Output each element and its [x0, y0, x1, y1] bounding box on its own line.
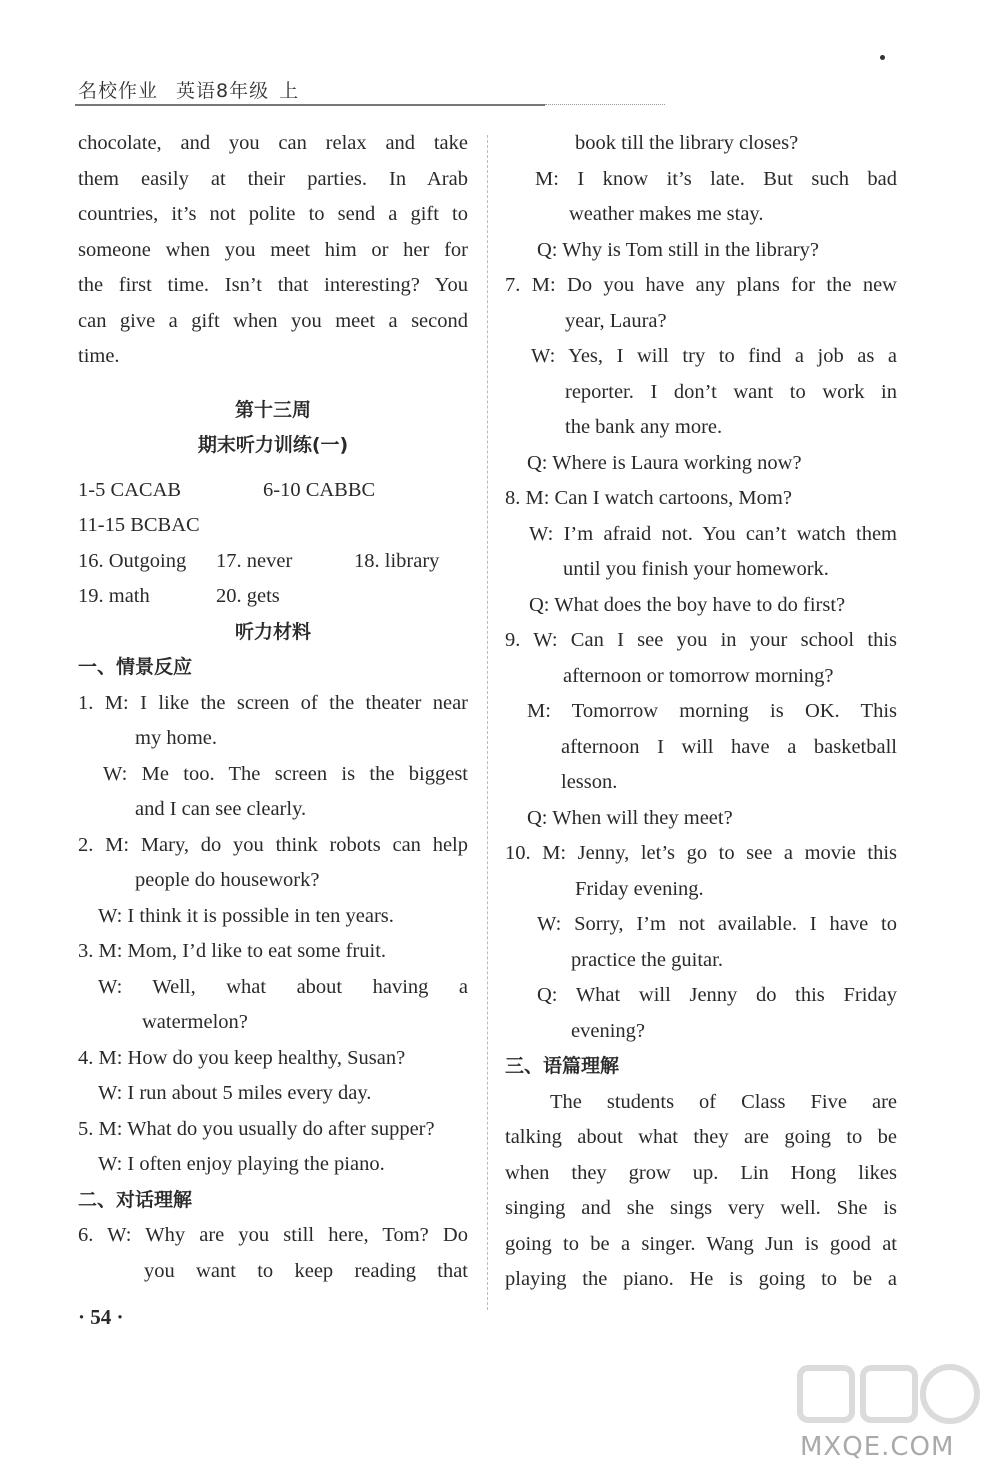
answer-group: 1-5 CACAB: [78, 478, 182, 501]
dialogue-line: the bank any more.: [565, 416, 723, 438]
dialogue-line: weather makes me stay.: [569, 203, 764, 225]
dialogue-line: Q: When will they meet?: [527, 806, 733, 829]
dialogue-line: 8. M: Can I watch cartoons, Mom?: [505, 487, 792, 509]
dialogue-line: and I can see clearly.: [135, 798, 307, 820]
right-column: [505, 126, 897, 1298]
dialogue-line: lesson.: [561, 771, 618, 793]
dialogue-line: practice the guitar.: [571, 948, 723, 971]
dialogue-line: W: Me too. The screen is the biggest: [103, 762, 468, 785]
dialogue-line: M: I know it’s late. But such bad: [535, 167, 897, 190]
passage-line: talking about what they are going to be: [505, 1126, 897, 1148]
dialogue-line: W: I think it is possible in ten years.: [98, 904, 394, 927]
week-title: 第十三周: [234, 398, 311, 421]
passage-line: someone when you meet him or her for: [78, 238, 468, 261]
dialogue-line: 7. M: Do you have any plans for the new: [505, 274, 897, 296]
section-title: 三、语篇理解: [505, 1055, 620, 1077]
dialogue-line: W: Yes, I will try to find a job as a: [531, 345, 897, 367]
answer-group: 11-15 BCBAC: [78, 514, 200, 536]
dialogue-line: afternoon or tomorrow morning?: [563, 664, 834, 687]
header-rule: [75, 104, 545, 106]
answer-row: [78, 508, 468, 544]
dialogue-line: W: I run about 5 miles every day.: [98, 1082, 372, 1104]
dialogue-line: people do housework?: [135, 869, 320, 891]
dialogue-line: W: I often enjoy playing the piano.: [98, 1153, 385, 1175]
passage-line: time.: [78, 345, 120, 367]
passage-line: them easily at their parties. In Arab: [78, 167, 468, 190]
passage-line: can give a gift when you meet a second: [78, 309, 468, 332]
answer-item: 20. gets: [216, 585, 280, 607]
left-column: [78, 126, 468, 1289]
dialogue-line: 2. M: Mary, do you think robots can help: [78, 833, 468, 856]
dialogue-line: W: Well, what about having a: [98, 975, 468, 998]
passage-line: singing and she sings very well. She is: [505, 1197, 897, 1219]
dialogue-line: 10. M: Jenny, let’s go to see a movie this: [505, 842, 897, 864]
dialogue-line: book till the library closes?: [575, 132, 799, 154]
dialogue-line: watermelon?: [142, 1011, 248, 1033]
dialogue-line: 4. M: How do you keep healthy, Susan?: [78, 1046, 406, 1069]
answer-item: 19. math: [78, 585, 150, 607]
answer-item: 18. library: [354, 549, 440, 572]
dialogue-line: until you finish your homework.: [563, 558, 829, 580]
dialogue-line: you want to keep reading that: [144, 1259, 468, 1282]
passage-line: countries, it’s not polite to send a gift to: [78, 203, 468, 225]
dialogue-line: Friday evening.: [575, 877, 704, 900]
dialogue-line: Q: Why is Tom still in the library?: [537, 238, 819, 261]
running-header: [78, 76, 299, 103]
dialogue-line: 9. W: Can I see you in your school this: [505, 629, 897, 651]
subject-label: 英语8年级: [176, 80, 270, 102]
answer-item: 16. Outgoing: [78, 549, 187, 572]
dialogue-line: afternoon I will have a basketball: [561, 735, 897, 758]
dialogue-line: Q: What does the boy have to do first?: [529, 593, 846, 616]
column-divider: [487, 135, 488, 1310]
answer-row: [78, 579, 468, 615]
volume-label: 上: [279, 80, 300, 102]
dialogue-line: M: Tomorrow morning is OK. This: [527, 700, 897, 722]
test-title: 期末听力训练(一): [197, 434, 349, 456]
section-title: 二、对话理解: [78, 1188, 193, 1211]
passage-line: the first time. Isn’t that interesting? You: [78, 274, 468, 296]
dialogue-line: 5. M: What do you usually do after supper?: [78, 1117, 435, 1140]
dialogue-line: my home.: [135, 727, 217, 749]
answer-row: [78, 473, 468, 509]
header-rule-dotted: [545, 104, 665, 105]
dialogue-line: 6. W: Why are you still here, Tom? Do: [78, 1224, 468, 1246]
dialogue-line: Q: What will Jenny do this Friday: [537, 984, 897, 1006]
book-title: 名校作业: [78, 80, 159, 102]
page-number: · 54 ·: [78, 1305, 124, 1329]
dialogue-line: evening?: [571, 1019, 645, 1042]
dialogue-line: Q: Where is Laura working now?: [527, 451, 802, 474]
dialogue-line: W: Sorry, I’m not available. I have to: [537, 913, 897, 935]
passage-line: when they grow up. Lin Hong likes: [505, 1161, 897, 1184]
dialogue-line: 1. M: I like the screen of the theater near: [78, 691, 468, 714]
passage-line: The students of Class Five are: [550, 1090, 897, 1113]
passage-line: chocolate, and you can relax and take: [78, 132, 468, 154]
answer-item: 17. never: [216, 549, 293, 572]
watermark-text: MXQE.COM: [800, 1432, 955, 1462]
passage-line: playing the piano. He is going to be a: [505, 1268, 897, 1290]
section-title: 一、情景反应: [78, 656, 193, 678]
dialogue-line: year, Laura?: [565, 309, 667, 332]
dialogue-line: 3. M: Mom, I’d like to eat some fruit.: [78, 940, 387, 962]
dialogue-line: W: I’m afraid not. You can’t watch them: [529, 522, 897, 545]
dialogue-line: reporter. I don’t want to work in: [565, 380, 897, 403]
passage-line: going to be a singer. Wang Jun is good at: [505, 1232, 897, 1255]
corner-dot: [880, 55, 885, 60]
material-title: 听力材料: [234, 620, 311, 643]
answer-group: 6-10 CABBC: [263, 478, 376, 501]
answer-row: [78, 544, 468, 580]
